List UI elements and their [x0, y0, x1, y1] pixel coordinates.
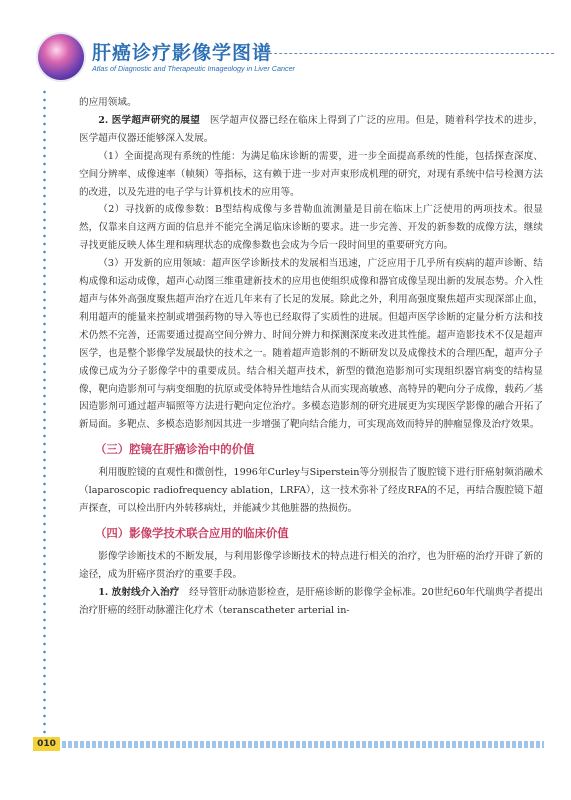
page-header: [0, 0, 571, 90]
paragraph-text: 医学超声仪器已经在临床上得到了广泛的应用。但是，随着科学技术的进步，医学超声仪器还能够深入发展。: [79, 114, 544, 144]
section-heading: （四）影像学技术联合应用的临床价值: [95, 525, 289, 540]
section-heading: （三）腔镜在肝癌诊治中的价值: [95, 442, 255, 457]
paragraph: [79, 584, 543, 620]
paragraph: （1）全面提高现有系统的性能：为满足临床诊断的需要，进一步全面提高系统的性能，包括探查深度、空间分辨率、成像速率（帧频）等指标，这有赖于进一步对声束形成机理的研究，对现有系统中信号检测方法的改进，以及先进的电子学与计算机技术的应用等。: [79, 150, 543, 198]
paragraph: （2）寻找新的成像参数：B型结构成像与多普勒血流测量是目前在临床上广泛使用的两项技术。很显然，仅靠来自这两方面的信息并不能完全满足临床诊断的要求。进一步完善、开发的新参数的成像方法，继续寻找更能反映人体生理和病理状态的成像参数也会成为今后一段时间里的重要研究方向。: [79, 204, 543, 252]
paragraph: （3）开发新的应用领域：超声医学诊断技术的发展相当迅速，广泛应用于几乎所有疾病的超声诊断、结构成像和运动成像，超声心动图三维重建新技术的应用也使组织成像和器官成像呈现出新的发展态势。介入性超声与体外高强度聚焦超声治疗在近几年来有了长足的发展。除此之外，利用高强度聚焦超声实现深部止血，利用超声的能量来控制或增强药物的导入等也已经取得了实质性的进展。但超声医学诊断的定量分析方法和技术仍然不完善，还需要通过提高空间分辨力、时间分辨力和探测深度来改进其性能。超声造影技术不仅是超声医学，也是整个影像学发展最快的技术之一。随着超声造影剂的不断研发以及成像技术的合理匹配，超声分子成像已成为分子影像学中的重要成员。结合相关超声技术，新型的微泡造影剂可实现组织器官病变的结构显像，靶向造影剂可与病变细胞的抗原或受体特异性地结合从而实现高敏感、高特异的靶向分子成像，载药／基因造影剂可通过超声辐照等方法进行靶向定位治疗。多模态造影剂的研究进展更为实现医学影像的融合开拓了新局面。多靶点、多模态造影剂因其进一步增强了靶向结合能力，可实现高效而特异的肿瘤显像及治疗效果。: [79, 258, 543, 431]
subheading: 2. 医学超声研究的展望: [98, 114, 201, 126]
paragraph: 利用腹腔镜的直观性和微创性，1996年Curley与Siperstein等分别报告了腹腔镜下进行肝癌射频消融术（laparoscopic radiofrequency ablation，LRFA），这一技术弥补了经皮RFA的不足，再结合腹腔镜下超声探查，可以检出肝内外转移病灶，并能减少其他脏器的热损伤。: [79, 467, 543, 515]
paragraph: [79, 112, 543, 148]
header-divider: [254, 53, 554, 54]
paragraph: 的应用领域。: [79, 97, 137, 108]
left-dotted-rule: [43, 88, 46, 738]
book-subtitle: Atlas of Diagnostic and Therapeutic Imageology in Liver Cancer: [92, 64, 295, 73]
subheading: 1. 放射线介入治疗: [98, 586, 180, 598]
book-title: 肝癌诊疗影像学图谱: [92, 42, 273, 64]
footer-bar: [62, 741, 544, 748]
body-text: [79, 94, 543, 620]
paragraph: 影像学诊断技术的不断发展，与利用影像学诊断技术的特点进行相关的治疗，也为肝癌的治疗开辟了新的途径，成为肝癌序贯治疗的重要手段。: [79, 550, 543, 580]
page-number: 010: [33, 737, 60, 751]
book-logo-icon: [38, 34, 84, 80]
paragraph-text: 经导管肝动脉造影检查，是肝癌诊断的影像学金标准。20世纪60年代瑞典学者提出治疗肝癌的经肝动脉灌注化疗术（teranscatheter arterial in-: [79, 586, 543, 616]
